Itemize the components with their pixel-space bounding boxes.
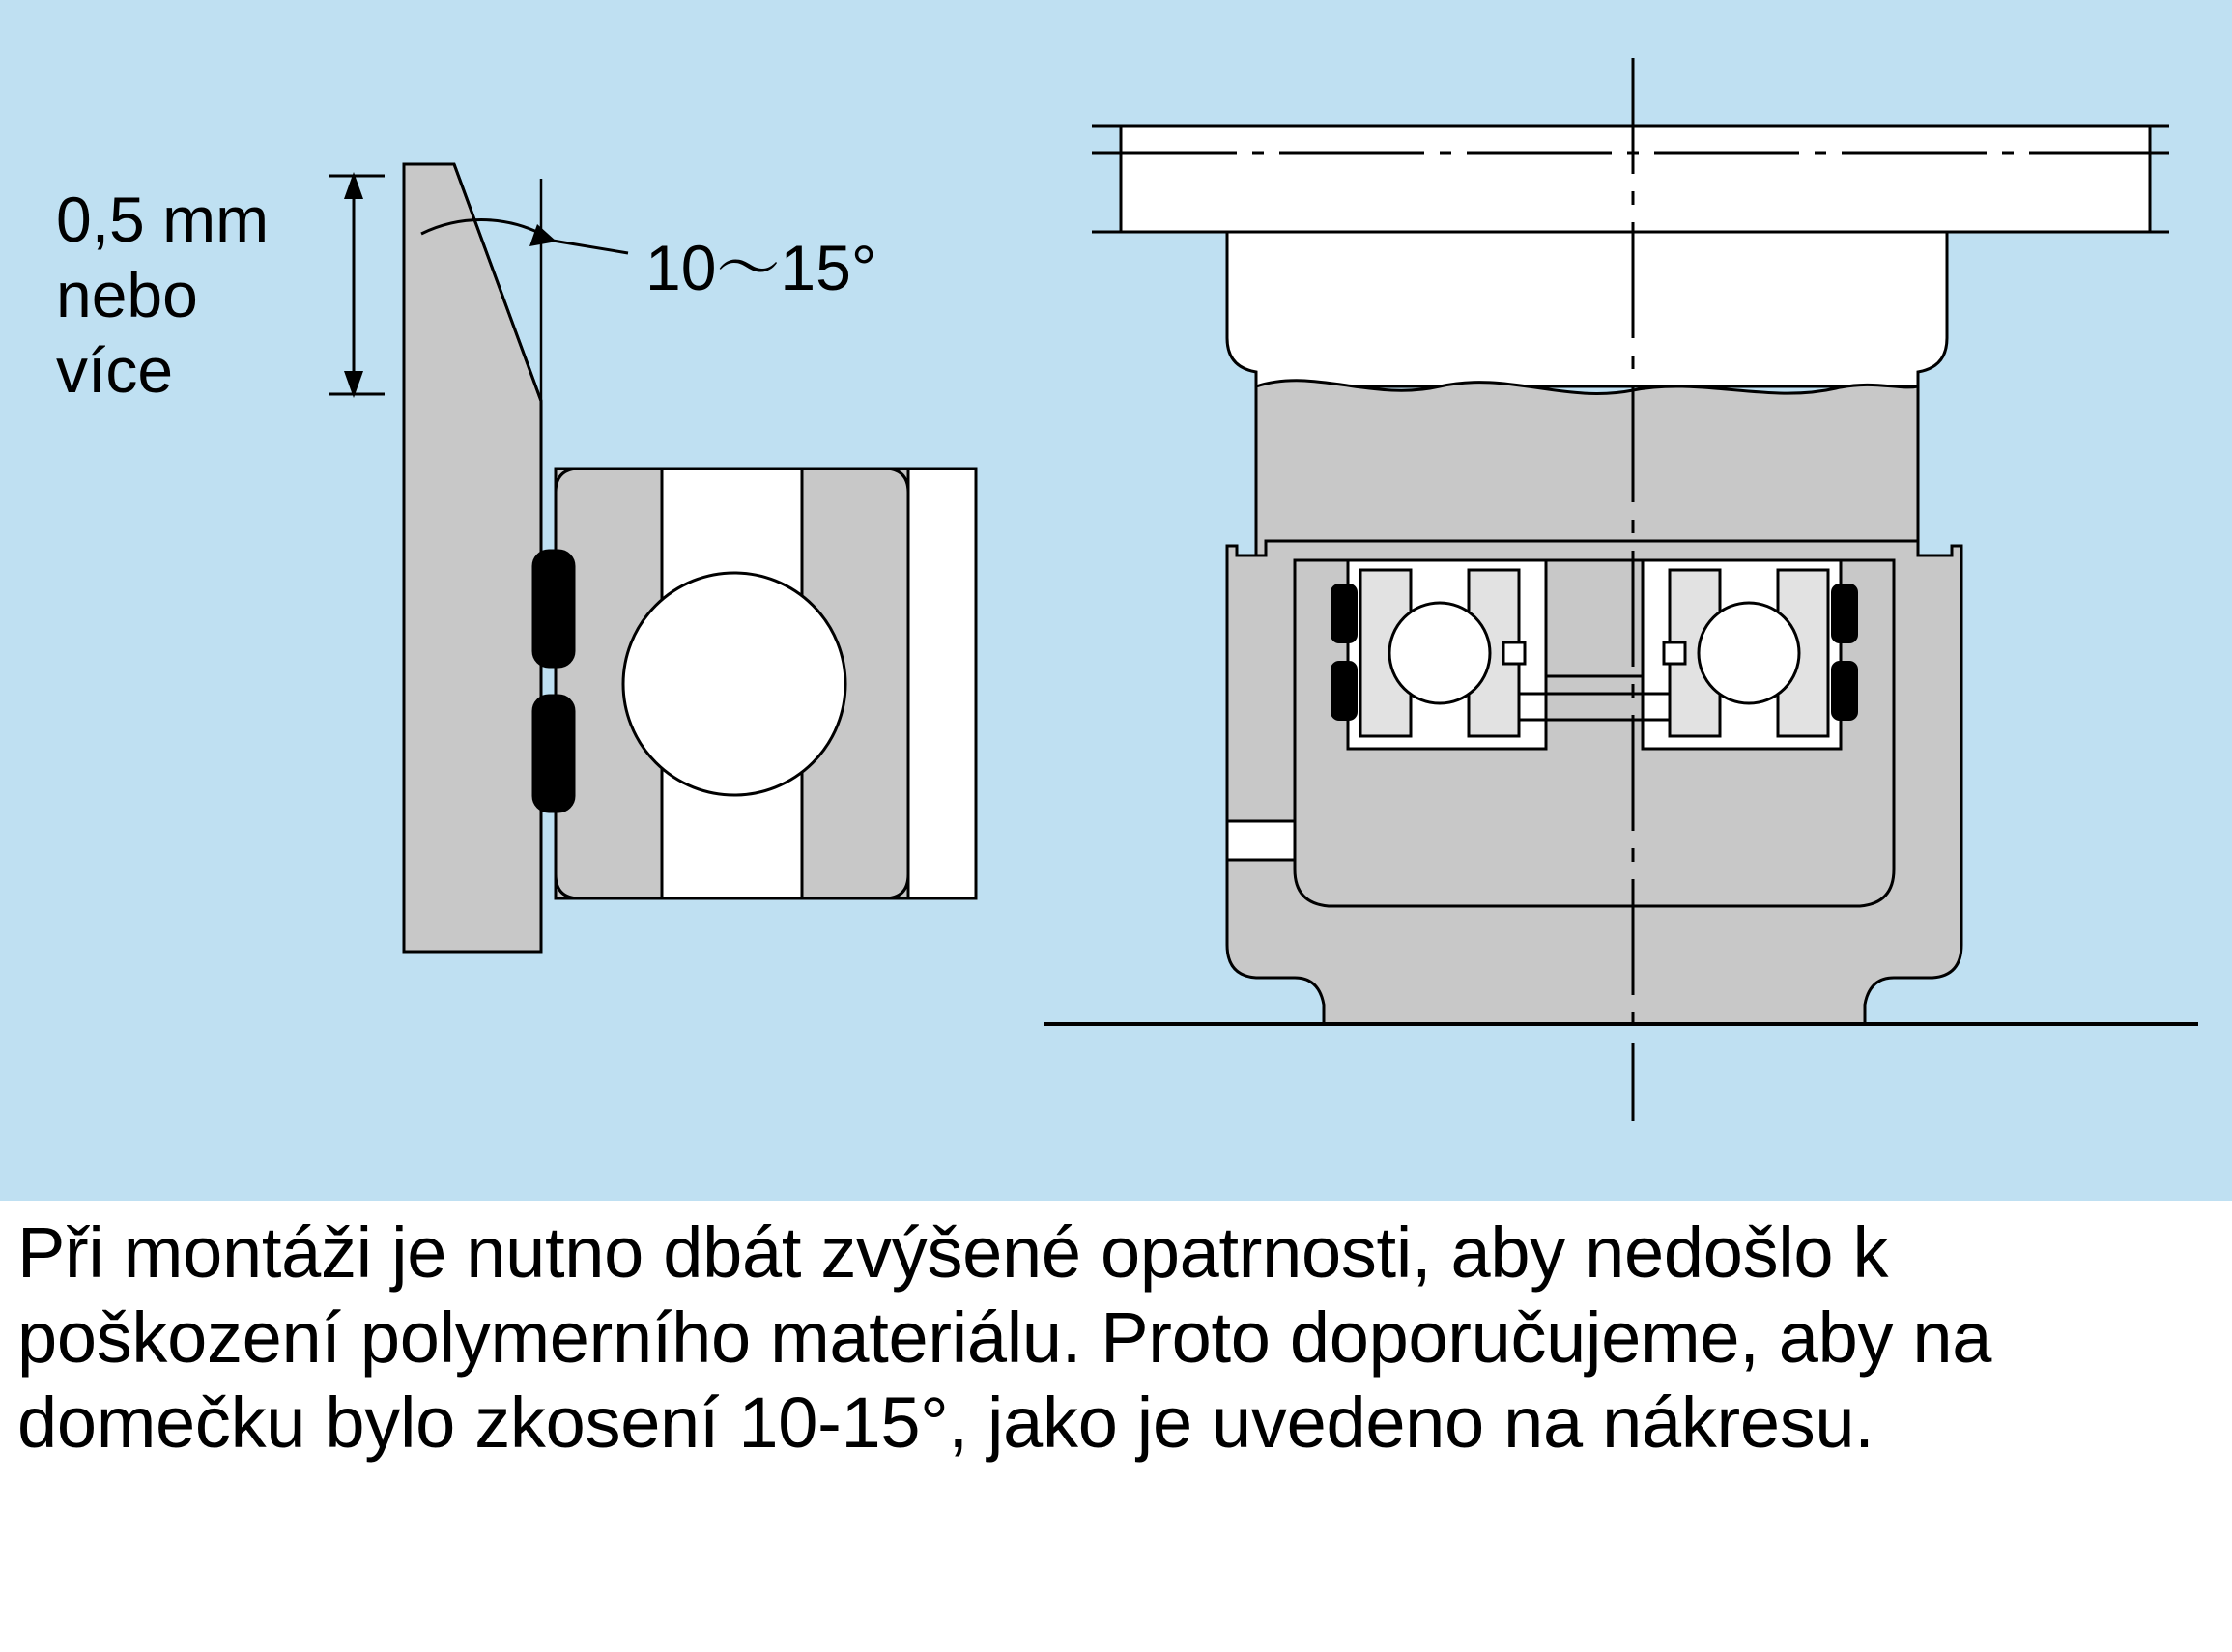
left-polymer-seal-upper xyxy=(1331,584,1357,642)
angle-arc-arrowhead xyxy=(529,224,557,246)
chamfer-angle-label: 10～15° xyxy=(645,232,877,303)
shaft-flange-top xyxy=(1121,126,2150,232)
right-polymer-seal-lower xyxy=(1832,662,1857,720)
right-retainer-clip xyxy=(1664,642,1685,664)
polymer-seal-lower xyxy=(533,696,574,812)
left-bearing-ball xyxy=(1389,603,1490,703)
left-view-group xyxy=(56,164,976,952)
housing-shoulder-shape xyxy=(404,164,541,952)
polymer-seal-upper xyxy=(533,551,574,667)
shaft-core-grey xyxy=(1256,381,1918,560)
shaft-body xyxy=(1227,232,1947,386)
clearance-label: 0,5 mm nebo více xyxy=(56,184,270,406)
caption-block xyxy=(0,1201,2232,1652)
right-view-group xyxy=(1044,58,2198,1121)
bearing-spacer-bar xyxy=(1546,676,1643,720)
right-bearing-ball xyxy=(1699,603,1799,703)
bearing-ball xyxy=(623,573,845,795)
left-retainer-clip xyxy=(1503,642,1525,664)
angle-leader-line xyxy=(547,240,628,253)
caption-text: Při montáži je nutno dbát zvýšené opatrnosti, aby nedošlo k poškození polymerního materiálu. Proto doporučujeme, aby na domečku bylo zkosení 10-15°, jako je uvedeno na nákresu. xyxy=(17,1212,1992,1464)
left-polymer-seal-lower xyxy=(1331,662,1357,720)
housing-left-step xyxy=(1227,821,1295,860)
bearing-right-extension xyxy=(908,469,976,898)
right-polymer-seal-upper xyxy=(1832,584,1857,642)
